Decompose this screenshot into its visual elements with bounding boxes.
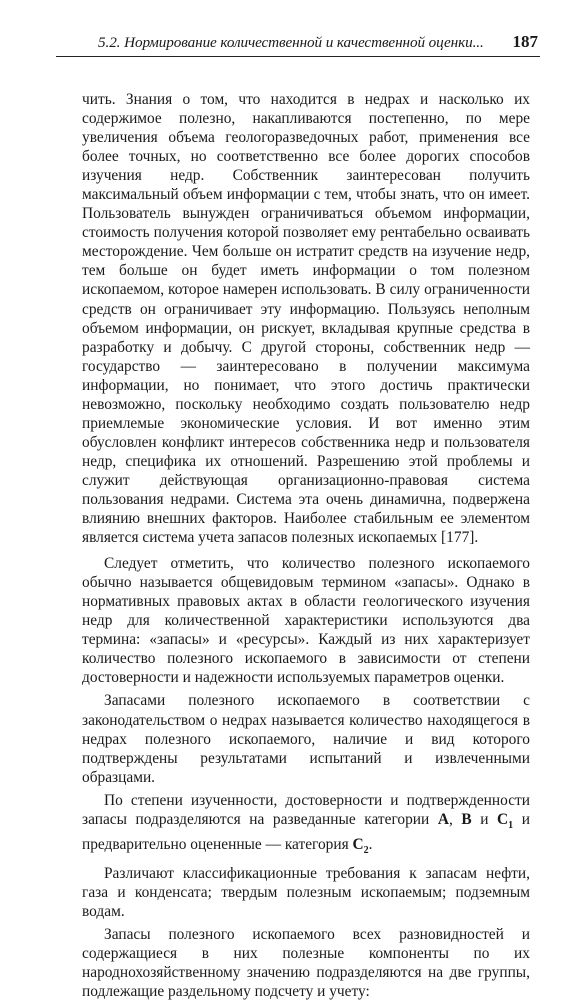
- page-number: 187: [512, 32, 538, 51]
- category-a: А: [437, 810, 449, 828]
- paragraph-classification: Различают классификационные требования к запасам нефти, газа и конденсата; твердым полезным ископаемым; подземным водам.: [82, 864, 530, 921]
- category-c2: $С_2$: [352, 835, 369, 856]
- paragraph-categories: [82, 791, 530, 860]
- categories-text-start: По степени изученности, достоверности и подтвержденности запасы подразделяются на разведанные категории: [82, 791, 530, 828]
- running-head: 5.2. Нормирование количественной и качественной оценки...: [98, 34, 484, 51]
- paragraph-groups: Запасы полезного ископаемого всех разновидностей и содержащиеся в них полезные компоненты по их народнохозяйственному значению подразделяются на две группы, подлежащие раздельному подсчету и учету:: [82, 926, 530, 1001]
- page-header: [56, 30, 540, 57]
- categories-text-end: .: [368, 835, 373, 853]
- categories-text-mid: и предварительно оцененные — категория: [82, 810, 530, 853]
- body-text: [82, 90, 530, 1005]
- paragraph-reserves-definition: Запасами полезного ископаемого в соответствии с законодательством о недрах называется количество находящегося в недрах полезного ископаемого, наличие и вид которого подтверждены результатами испытаний и извлеченными образцами.: [82, 692, 530, 786]
- paragraph-reserves-term: Следует отметить, что количество полезного ископаемого обычно называется общевидовым термином «запасы». Однако в нормативных правовых актах в области геологического изучения недр для количественной характеристики используются два термина: «запасы» и «ресурсы». Каждый из них характеризует количество полезного ископаемого в зависимости от степени достоверности и надежности используемых параметров оценки.: [82, 555, 530, 687]
- comma: ,: [448, 810, 462, 828]
- and-word: и: [471, 810, 498, 828]
- category-c1: $С_1$: [497, 810, 514, 831]
- paragraph-continued: чить. Знания о том, что находится в недрах и насколько их содержимое полезно, накапливаются постепенно, по мере увеличения объема геологоразведочных работ, применения все более точных, но соответственно все более дорогих способов изучения недр. Собственник заинтересован получить максимальный объем информации с тем, чтобы знать, что он имеет. Пользователь вынужден ограничиваться объемом информации, стоимость получения которой позволяет ему рентабельно осваивать месторождение. Чем больше он истратит средств на изучение недр, тем больше он будет иметь информации о том полезном ископаемом, которое намерен использовать. В силу ограниченности средств он ограничивает эту информацию. Пользуясь неполным объемом информации, он рискует, вкладывая крупные средства в разработку и добычу. С другой стороны, собственник недр — государство — заинтересовано в получении максимума информации, но понимает, что этого достичь практически невозможно, поскольку необходимо создать пользователю недр приемлемые экономические условия. И вот именно этим обусловлен конфликт интересов собственника недр и пользователя недр, специфика их отношений. Разрешению этой проблемы и служит действующая организационно-правовая система пользования недрами. Система эта очень динамична, подвержена влиянию внешних факторов. Наиболее стабильным ее элементом является система учета запасов полезных ископаемых [177].: [82, 91, 530, 547]
- category-b: В: [461, 810, 472, 828]
